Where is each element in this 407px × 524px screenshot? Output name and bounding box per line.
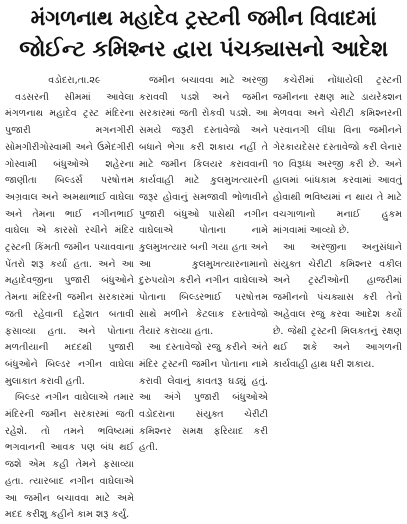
paragraph: વડસરની સીમમાં આવેલા મંગળનાથ મહાદેવ ટ્રસ્ટ મંદિરના પુજારી મગનગીરી સોમગીરીગોસ્વામી અને ઉમેદગીરી ગોસ્વામી બંધુઓએ શહેરના જાણીતા બિલ્ડર્સ પરષોત્તમ અગ્રવાલ અને અમથાભાઈ વાઘેલા અને તેમના ભાઈ નગીનભાઈ વાઘેલા એ કારસો રચીને મંદિર ટ્રસ્ટની કિંમતી જમીન પચાવવાના પેંતરો શરૂ કર્યા હતા. અને આ મહાદેવજીના પુજારી બંધુઓને તેમના મંદિરની જમીન સરકારમાં જતી રહેવાની દહેશત બતાવી ફસાવ્યા હતા. અને પોતાના મળતીયાની મદદથી પુજારી બંધુઓને બિલ્ડર નગીન વાઘેલા મુલાકાત કરાવી હતી. bbox=[5, 91, 134, 387]
article-column-1 bbox=[5, 73, 134, 521]
headline-line-1: મંગળનાથ મહાદેવ ટ્રસ્ટની જમીન વિવાદમાં bbox=[30, 6, 377, 30]
headline-line-2: જોઈન્ટ કમિશ્નર દ્વારા પંચક્યાસનો આદેશ bbox=[19, 37, 388, 62]
article-body bbox=[5, 73, 402, 521]
dateline: વડોદરા,તા.૨૯ bbox=[48, 75, 101, 86]
article-column-3 bbox=[273, 73, 402, 408]
paragraph: કચેરીમાં નોંધાયેલી ટ્રસ્ટની જમીનના રક્ષણ માટે ડાયરેક્શન મેળવવા અને ચેરીટી કમિશ્નરની પરવાનગી લીધા વિના જમીનને ગેરકાયદેસર દસ્તાવેજો કરી લેનાર ૧૦ વિરૂધ્ધ અરજી કરી છે. અને હાલમાં બાંધકામ કરવામાં આવતું હોવાથી ભવિષ્યમાં ન થાય તે માટે વચગાળાનો મનાઈ હુકમ માંગવામાં આવ્યો છે. bbox=[273, 75, 402, 237]
paragraph: આ અરજીના અનુસંધાને સંયુક્ત ચેરીટી કમિશ્નર વકીલ અને ટ્રસ્ટીઓની હાજરીમાં જમીનનો પંચક્યાસ કરી તેનો અહેવાલ રજુ કરવા આદેશ કર્યો છે. જેથી ટ્રસ્ટની મિલકતનું રક્ષણ થઈ શકે અને આગળની કાર્યવાહી હાથ ધરી શકાય. bbox=[273, 242, 402, 370]
paragraph: જમીન બચાવવા માટે અરજી કરાવવી પડશે અને જમીન સરકારમાં જતી રોકવી પડશે. આ સમયે જરૂરી દસ્તાવેજો અને બધાને ભેગા કરી શકાય નહીં તે માટે જમીન કિલયર કરાવવાની કાર્યવાહી માટે કુલમુખત્યારની જરૂર હોવાનું સમજાવી ભોળાવીને પુજારી બંધુઓ પાસેથી નગીન વાઘેલાએ પોતાના નામે કુલમુખત્યાર બની ગયા હતા અને આ કુલમુખત્યારનામાનો દુરુપયોગ કરીને નગીન વાઘેલાએ પોતાના બિલ્ડરભાઈ પરષોત્તમ સાથે મળીને કેટલાક દસ્તાવેજો તૈયાર કરાવ્યા હતા. bbox=[139, 75, 268, 337]
paragraph: બિલ્ડર નગીન વાઘેલાએ તમાર મંદિરની જમીન સરકારમાં જતી રહેશે. તો તમને ભવિષ્યમાં ભગવાનની આવક પણ બંધ થઈ જશે એમ કહી તેમને ફસાવ્યા હતા. ત્યારબાદ નગીન વાઘેલાએ આ જમીન બચાવવા માટે અમે મદદ કરીશુ કહીને કામ શરૂ કર્યું. bbox=[5, 392, 134, 521]
article-column-2 bbox=[139, 73, 268, 454]
paragraph: આ દસ્તાવેજો રજુ કરીને અંતે મંદિર ટ્રસ્ટની જમીન પોતાના નામે કરાવી લેવાનું કાવતરૂ ઘડ્યું હતું. આ અંગે પુજારી બંધુઓએ વડોદરાના સંયુક્ત ચેરીટી કમિશ્નર સમક્ષ ફરિયાદ કરી હતી. bbox=[139, 342, 268, 454]
